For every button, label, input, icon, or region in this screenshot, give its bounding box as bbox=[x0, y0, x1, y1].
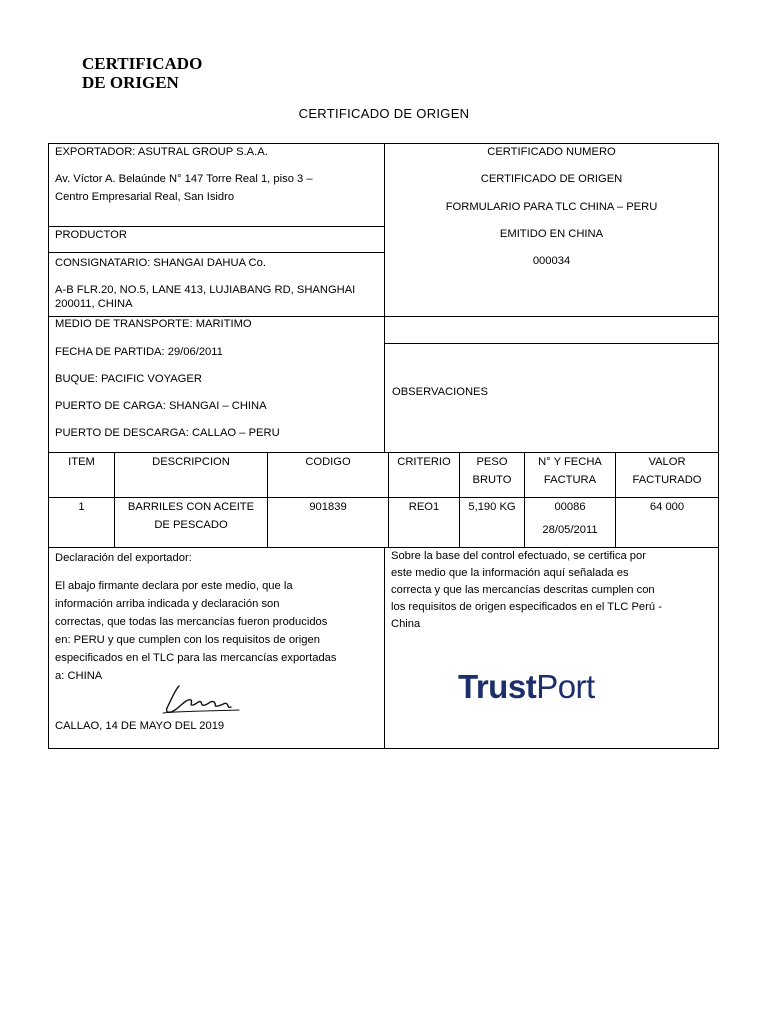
row-weight-value: 5,190 KG bbox=[468, 501, 516, 513]
row-item bbox=[48, 497, 115, 548]
exporter-label: EXPORTADOR: ASUTRAL GROUP S.A.A. bbox=[55, 146, 268, 158]
row-description-line1: BARRILES CON ACEITE bbox=[127, 501, 255, 513]
observations-box bbox=[384, 343, 719, 453]
document-title-line1: CERTIFICADO bbox=[82, 54, 203, 73]
header-weight-label-1: PESO bbox=[476, 456, 508, 468]
consignee-box bbox=[48, 252, 385, 317]
document-subtitle: CERTIFICADO DE ORIGEN bbox=[298, 106, 470, 121]
declaration-line6: a: CHINA bbox=[55, 670, 103, 682]
consignee-label: CONSIGNATARIO: SHANGAI DAHUA Co. bbox=[55, 257, 266, 269]
certification-line5: China bbox=[391, 618, 421, 630]
certificate-number: 000034 bbox=[532, 255, 571, 267]
declaration-place-date: CALLAO, 14 DE MAYO DEL 2019 bbox=[55, 720, 225, 732]
row-code bbox=[267, 497, 389, 548]
observations-label: OBSERVACIONES bbox=[392, 386, 488, 398]
row-criterion bbox=[388, 497, 460, 548]
row-invoice-number: 00086 bbox=[554, 501, 586, 513]
header-item-label: ITEM bbox=[68, 456, 95, 468]
header-description bbox=[114, 452, 268, 498]
row-item-value: 1 bbox=[78, 501, 85, 513]
header-criterion bbox=[388, 452, 460, 498]
declaration-line5: especificados en el TLC para las mercancías exportadas bbox=[55, 652, 337, 664]
producer-box bbox=[48, 226, 385, 253]
declaration-line4: en: PERU y que cumplen con los requisitos de origen bbox=[55, 634, 320, 646]
loading-port: PUERTO DE CARGA: SHANGAI – CHINA bbox=[55, 400, 267, 412]
header-value-label-2: FACTURADO bbox=[632, 474, 702, 486]
consignee-address-line1: A-B FLR.20, NO.5, LANE 413, LUJIABANG RD, SHANGHAI bbox=[55, 284, 356, 296]
header-code bbox=[267, 452, 389, 498]
row-invoice-date: 28/05/2011 bbox=[542, 524, 598, 536]
header-weight bbox=[459, 452, 525, 498]
trustport-logo-icon bbox=[458, 669, 595, 705]
certificate-number-box bbox=[384, 143, 719, 317]
signature-icon bbox=[161, 680, 243, 720]
certificate-form-name: FORMULARIO PARA TLC CHINA – PERU bbox=[445, 201, 658, 213]
header-value bbox=[615, 452, 719, 498]
certification-line2: este medio que la información aquí señalada es bbox=[391, 567, 629, 579]
discharge-port: PUERTO DE DESCARGA: CALLAO – PERU bbox=[55, 427, 280, 439]
certification-line3: correcta y que las mercancías descritas cumplen con bbox=[391, 584, 655, 596]
row-criterion-value: REO1 bbox=[408, 501, 440, 513]
vessel-name: BUQUE: PACIFIC VOYAGER bbox=[55, 373, 202, 385]
departure-date: FECHA DE PARTIDA: 29/06/2011 bbox=[55, 346, 223, 358]
header-value-label-1: VALOR bbox=[648, 456, 686, 468]
row-value-amount: 64 000 bbox=[649, 501, 685, 513]
header-invoice bbox=[524, 452, 616, 498]
certificate-number-label: CERTIFICADO NUMERO bbox=[487, 146, 616, 158]
certification-line1: Sobre la base del control efectuado, se certifica por bbox=[391, 550, 646, 562]
exporter-declaration-box bbox=[48, 547, 385, 749]
exporter-address-line2: Centro Empresarial Real, San Isidro bbox=[55, 191, 235, 203]
document-title-line2: DE ORIGEN bbox=[82, 73, 179, 92]
header-weight-label-2: BRUTO bbox=[472, 474, 512, 486]
row-description bbox=[114, 497, 268, 548]
certificate-title: CERTIFICADO DE ORIGEN bbox=[480, 173, 623, 185]
declaration-title: Declaración del exportador: bbox=[55, 552, 192, 564]
declaration-line3: correctas, que todas las mercancías fueron producidos bbox=[55, 616, 328, 628]
blank-box bbox=[384, 316, 719, 344]
certification-box bbox=[384, 547, 719, 749]
exporter-box bbox=[48, 143, 385, 227]
row-invoice bbox=[524, 497, 616, 548]
logo-text-regular: Port bbox=[536, 668, 595, 705]
header-invoice-label-2: FACTURA bbox=[543, 474, 597, 486]
header-code-label: CODIGO bbox=[305, 456, 351, 468]
row-weight bbox=[459, 497, 525, 548]
declaration-line2: información arriba indicada y declaración son bbox=[55, 598, 280, 610]
header-criterion-label: CRITERIO bbox=[397, 456, 451, 468]
consignee-address-line2: 200011, CHINA bbox=[55, 298, 133, 310]
header-invoice-label-1: N° Y FECHA bbox=[538, 456, 602, 468]
exporter-address-line1: Av. Víctor A. Belaúnde N° 147 Torre Real 1, piso 3 – bbox=[55, 173, 313, 185]
header-item bbox=[48, 452, 115, 498]
row-code-value: 901839 bbox=[309, 501, 347, 513]
document-title bbox=[82, 54, 202, 92]
transport-box bbox=[48, 316, 385, 453]
transport-medium: MEDIO DE TRANSPORTE: MARITIMO bbox=[55, 318, 252, 330]
row-description-line2: DE PESCADO bbox=[154, 519, 228, 531]
certification-line4: los requisitos de origen especificados en el TLC Perú - bbox=[391, 601, 662, 613]
certificate-form bbox=[48, 143, 719, 749]
declaration-line1: El abajo firmante declara por este medio, que la bbox=[55, 580, 293, 592]
header-description-label: DESCRIPCION bbox=[152, 456, 230, 468]
certificate-issued: EMITIDO EN CHINA bbox=[499, 228, 604, 240]
logo-text-bold: Trust bbox=[458, 668, 537, 705]
producer-label: PRODUCTOR bbox=[55, 229, 127, 241]
row-value bbox=[615, 497, 719, 548]
